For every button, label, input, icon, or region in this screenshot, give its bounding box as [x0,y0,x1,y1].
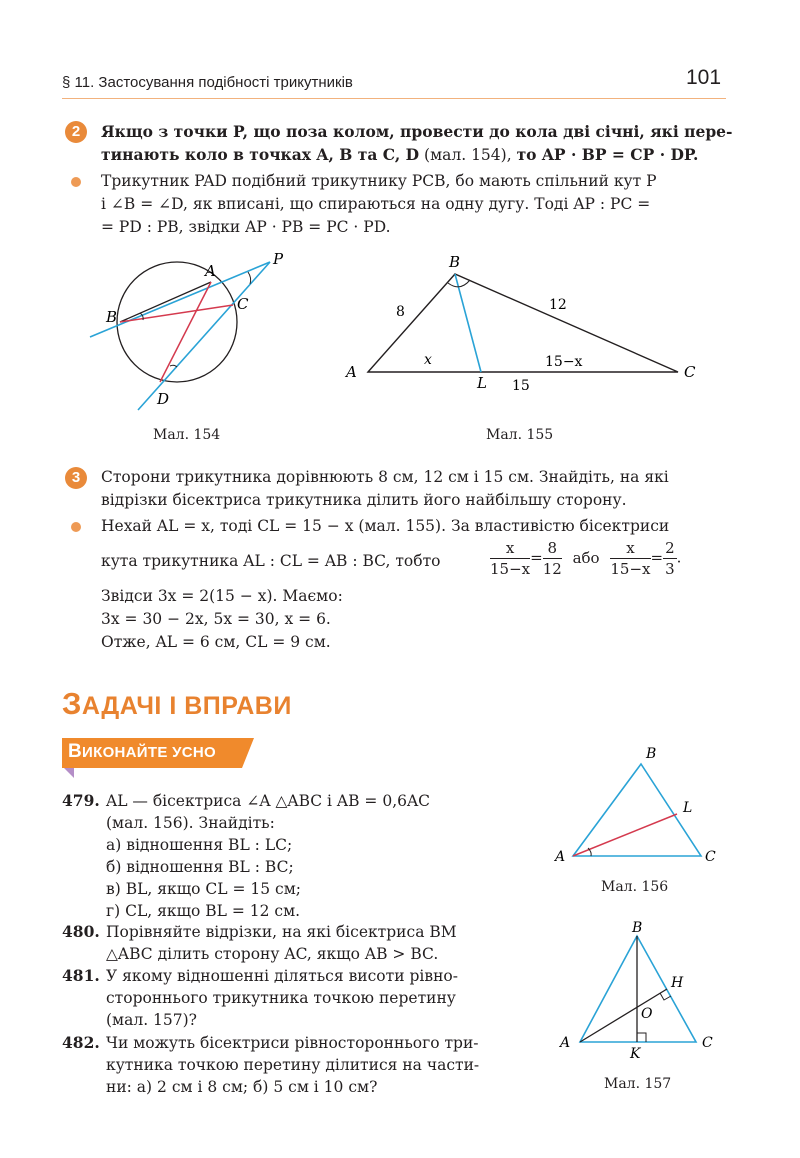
fraction-1-num: x [490,538,530,559]
exercise-482-line-1: Чи можуть бісектриси рівностороннього три- [106,1034,479,1052]
exercise-482-line-3: ни: а) 2 см і 8 см; б) 5 см і 10 см? [106,1078,378,1096]
label-lc: 15−x [545,354,583,370]
triangle-abc [573,764,701,856]
exercise-479-line-6: г) CL, якщо BL = 12 см. [106,902,301,920]
caption-154: Мал. 154 [153,427,221,443]
problem-badge: 3 [65,467,87,489]
label-o: O [641,1006,653,1022]
label-a: A [205,262,216,280]
section-title-rest: АДАЧІ І ВПРАВИ [81,692,292,720]
exercise-480-line-1: Порівняйте відрізки, на які бісектриса BM [106,923,457,941]
page-number: 101 [686,66,722,89]
fraction-1 [490,538,530,579]
secant-pd [138,262,270,410]
figure-154 [80,248,300,418]
label-a: A [555,849,566,865]
fraction-3-num: x [610,538,650,559]
chord-ba [120,282,211,322]
angle-p-arc [248,272,251,284]
figure-156 [548,740,728,870]
label-c: C [702,1035,713,1051]
label-d: D [157,390,170,408]
banner-label [68,741,216,763]
bisector-bl [455,274,481,372]
proof-line-3: = PD : PB, звідки AP · PB = PC · PD. [101,218,391,236]
equals-2: = [650,548,664,567]
solution-line-5: Отже, AL = 6 см, CL = 9 см. [101,633,331,651]
exercise-481-number: 481. [62,966,100,985]
exercise-479-line-5: в) BL, якщо CL = 15 см; [106,880,301,898]
fraction-2-den: 12 [542,560,562,578]
theorem-line-2 [101,143,698,167]
label-p: P [273,250,284,268]
exercise-481-line-1: У якому відношенні діляться висоти рівно- [106,967,458,985]
banner-rest: ИКОНАЙТЕ УСНО [82,744,216,761]
triangle-abc [368,274,678,372]
equals-1: = [530,548,543,567]
exercise-479-line-2: (мал. 156). Знайдіть: [106,814,275,832]
solution-line-1: Нехай AL = x, тоді CL = 15 − x (мал. 155). За властивістю бісектриси [101,517,670,535]
label-b: B [449,253,461,271]
fraction-2-num: 8 [543,538,562,559]
label-b: B [646,746,657,762]
altitude-ah [580,989,667,1042]
solution-line-4: 3x = 30 − 2x, 5x = 30, x = 6. [101,610,331,628]
fraction-3-den: 15−x [610,560,651,578]
label-c: C [237,295,249,313]
exercise-479-line-4: б) відношення BL : BC; [106,858,294,876]
bullet-dot [71,522,81,532]
caption-156: Мал. 156 [601,879,669,895]
figure-157 [548,915,728,1065]
theorem-line-1: Якщо з точки P, що поза колом, провести до кола дві січні, які пере- [101,122,733,141]
fraction-4 [663,538,677,579]
solution-line-2: кута трикутника AL : CL = AB : BC, тобто [101,552,441,570]
proof-line-2: і ∠B = ∠D, як вписані, що спираються на одну дугу. Тоді AP : PC = [101,195,651,213]
theorem-badge: 2 [65,121,87,143]
label-al: x [424,352,432,368]
theorem-line-2b: (мал. 154), [419,146,517,164]
fraction-4-num: 2 [665,539,675,557]
label-c: C [705,849,716,865]
bullet-dot [71,177,81,187]
right-angle-k [637,1033,646,1042]
exercise-480-number: 480. [62,922,100,941]
theorem-line-2a: тинають коло в точках A, B та C, D [101,145,420,164]
exercise-479-line-3: а) відношення BL : LC; [106,836,293,854]
label-h: H [671,975,684,991]
header-rule [62,98,726,99]
caption-157: Мал. 157 [604,1076,672,1092]
label-ab: 8 [396,304,405,320]
label-b: B [632,920,643,936]
solution-line-3: Звідси 3x = 2(15 − x). Маємо: [101,587,343,605]
section-title-first: З [62,686,82,721]
proof-line-1: Трикутник PAD подібний трикутнику PCB, бо мають спільний кут P [101,172,657,190]
angle-d-arc [170,365,177,367]
banner-first: В [68,741,83,762]
fraction-3 [610,538,650,579]
circle [117,262,237,382]
fraction-2 [543,538,562,579]
or-word: або [572,548,600,567]
fraction-1-den: 15−x [490,560,531,578]
label-ac: 15 [512,378,530,394]
label-c: C [684,363,696,381]
label-b: B [106,308,118,326]
figure-155 [340,248,710,398]
label-l: L [477,374,487,392]
theorem-line-2c: то AP · BP = CP · DP. [516,145,699,164]
exercise-480-line-2: △ABC ділить сторону AC, якщо AB > BC. [106,945,439,963]
problem-line-2: відрізки бісектриса трикутника ділить його найбільшу сторону. [101,491,627,509]
caption-155: Мал. 155 [486,427,554,443]
exercise-482-number: 482. [62,1033,100,1052]
exercise-482-line-2: кутника точкою перетину ділитися на части- [106,1056,480,1074]
fraction-4-den: 3 [665,560,675,578]
angle-b-arc [448,280,470,287]
problem-line-1: Сторони трикутника дорівнюють 8 см, 12 см і 15 см. Знайдіть, на які [101,468,669,486]
label-l: L [683,800,693,816]
label-a: A [346,363,357,381]
section-title [62,686,292,722]
exercise-481-line-3: (мал. 157)? [106,1011,197,1029]
exercise-481-line-2: стороннього трикутника точкою перетину [106,989,456,1007]
label-a: A [560,1035,571,1051]
label-k: K [630,1046,641,1062]
period: . [676,548,682,567]
solution-fractions [490,538,681,579]
chord-bc [120,305,233,322]
exercise-479-number: 479. [62,791,100,810]
running-header: § 11. Застосування подібності трикутників [62,74,353,91]
label-bc: 12 [549,297,567,313]
exercise-479-line-1: AL — бісектриса ∠A △ABC і AB = 0,6AC [106,792,431,810]
